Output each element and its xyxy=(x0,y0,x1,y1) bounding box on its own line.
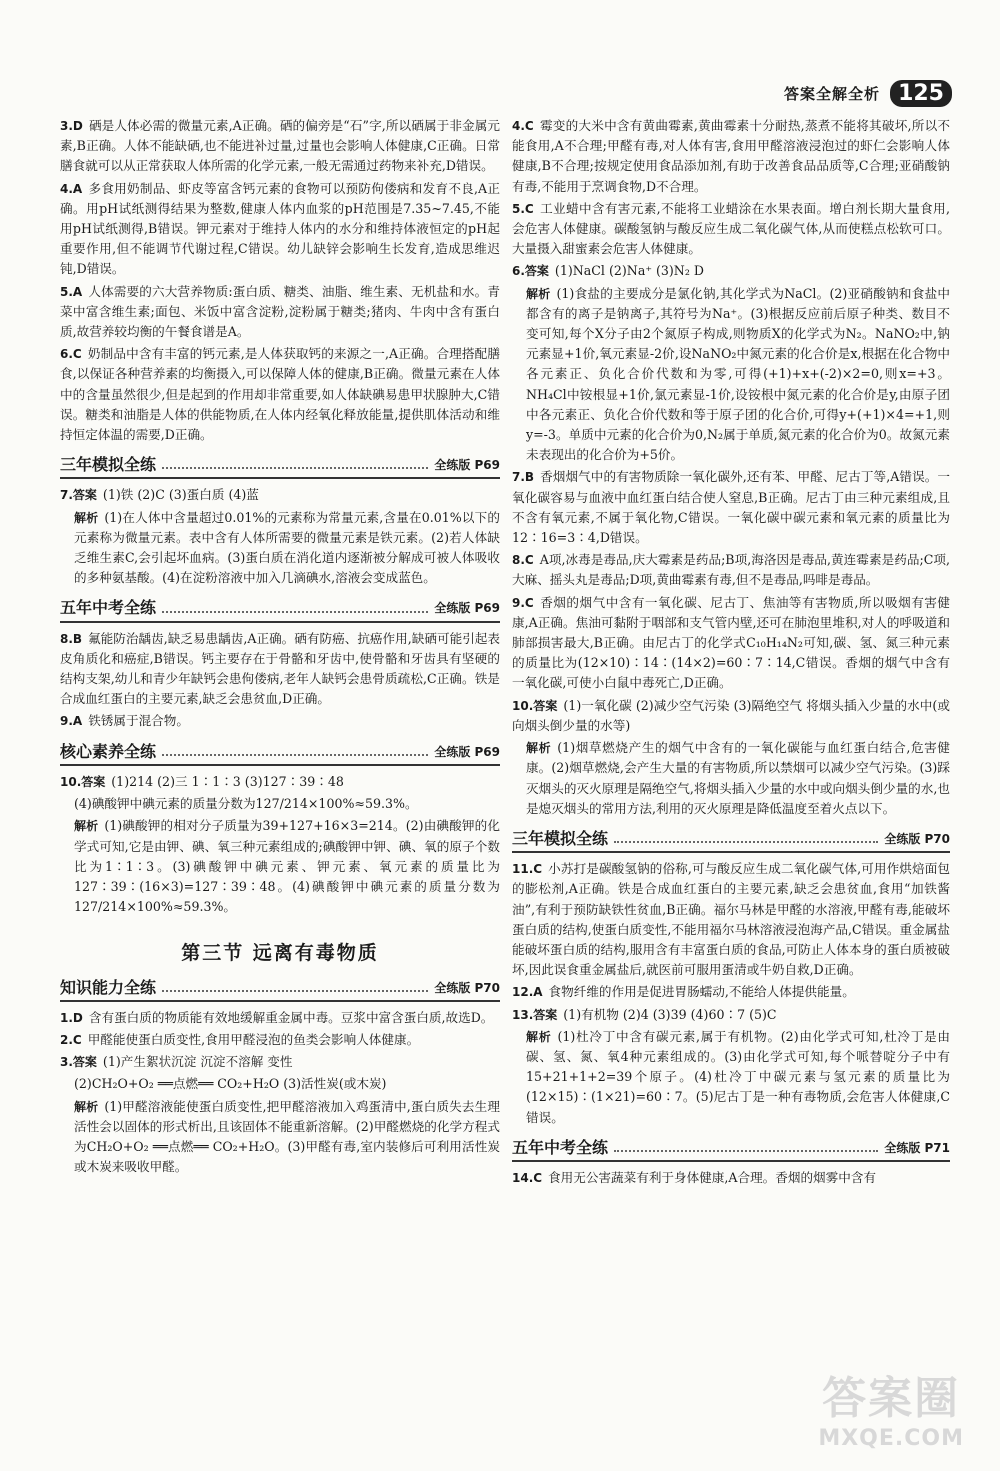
answer-text: A项,冰毒是毒品,庆大霉素是药品;B项,海洛因是毒品,黄连霉素是药品;C项,大麻、摇头丸是毒品;D项,黄曲霉素有毒,但不是毒品,吗啡是毒品。 xyxy=(512,552,950,588)
analysis xyxy=(526,1027,950,1128)
answer-entry xyxy=(60,116,500,177)
analysis xyxy=(74,1097,500,1178)
question-number: 4.A xyxy=(60,181,83,196)
answer-entry xyxy=(60,629,500,710)
question-number: 10.答案 xyxy=(512,698,558,713)
analysis-text: (1)食盐的主要成分是氯化钠,其化学式为NaCl。(2)亚硝酸钠和食盐中都含有的离子是钠离子,其符号为Na⁺。(3)根据反应前后原子种类、数目不变可知,每个X分子由2个氮原子构成,则物质X的化学式为N₂。NaNO₂中,钠元素显+1价,氧元素显-2价,设NaNO₂中氮元素的化合价是x,根据在化合物中各元素正、负化合价代数和为零,可得(+1)+x+(-2)×2=0,则x=+3。NH₄Cl中铵根显+1价,氯元素显-1价,设铵根中氮元素的化合价是y,由原子团中各元素正、负化合价代数和等于原子团的化合价,可得y+(+1)×4=+1,则y=-3。单质中元素的化合价为0,N₂属于单质,氮元素的化合价为0。故氮元素未表现出的化合价为+5价。 xyxy=(526,285,950,463)
answer-text: 铁锈属于混合物。 xyxy=(88,713,189,729)
answer-text: 多食用奶制品、虾皮等富含钙元素的食物可以预防佝偻病和发育不良,A正确。用pH试纸测得结果为整数,健康人体内血浆的pH范围是7.35~7.45,不能用pH试纸测得,B错误。钾元素对于维持人体内的水分和维持体液恒定的pH起重要作用,但不能调节代谢过程,C错误。幼儿缺锌会影响生长发育,造成思维迟钝,D错误。 xyxy=(60,180,500,277)
question-number: 9.C xyxy=(512,595,534,610)
answer-entry xyxy=(60,711,500,731)
answer-entry xyxy=(512,982,950,1002)
analysis-text: (1)甲醛溶液能使蛋白质变性,把甲醛溶液加入鸡蛋清中,蛋白质失去生理活性会以固体的形式析出,且该固体不能重新溶解。(2)甲醛燃烧的化学方程式为CH₂O+O₂ ══点燃══ CO₂+H₂O。(3)甲醛有毒,室内装修后可利用活性炭或木炭来吸收甲醛。 xyxy=(74,1098,500,1175)
answer-text: 奶制品中含有丰富的钙元素,是人体获取钙的来源之一,A正确。合理搭配膳食,以保证各种营养素的均衡摄入,可以保障人体的健康,B正确。微量元素在人体中的含量虽然很少,但是起到的作用却非常重要,如人体缺碘易患甲状腺肿大,C错误。糖类和油脂是人体的供能物质,在人体内经氧化释放能量,提供肌体活动和维持恒定体温的需要,D正确。 xyxy=(60,346,500,443)
section-header xyxy=(512,829,950,853)
question-number: 6.C xyxy=(60,347,82,362)
question-number: 9.A xyxy=(60,714,83,729)
chapter-title: 第三节 远离有毒物质 xyxy=(181,942,379,965)
answer-text: (1)铁 (2)C (3)蛋白质 (4)蓝 xyxy=(102,487,259,503)
answer-text: (1)一氧化碳 (2)减少空气污染 (3)隔绝空气 将烟头插入少量的水中(或向烟头倒少量的水等) xyxy=(512,697,950,733)
answer-text: 小苏打是碳酸氢钠的俗称,可与酸反应生成二氧化碳气体,可用作烘焙面包的膨松剂,A正确。铁是合成血红蛋白的主要元素,缺乏会患贫血,食用“加铁酱油”,有利于预防缺铁性贫血,B正确。福尔马林是甲醛的水溶液,甲醛有毒,能破坏蛋白质的结构,使蛋白质变性,不能用福尔马林溶液浸泡海产品,C错误。重金属盐能破坏蛋白质的结构,服用含有丰富蛋白质的食品,可防止人体本身的蛋白质被破坏,因此误食重金属盐后,就医前可服用蛋清或牛奶自救,D正确。 xyxy=(512,861,950,978)
answer-text: (1)有机物 (2)4 (3)39 (4)60∶7 (5)C xyxy=(563,1006,777,1022)
section-ref: 全练版 P71 xyxy=(884,1140,950,1155)
answer-text: 硒是人体必需的微量元素,A正确。硒的偏旁是“石”字,所以硒属于非金属元素,B正确。人体不能缺硒,也不能进补过量,过量也会影响人体健康,C正确。日常膳食就可以从正常获取人体所需的化学元素,一般无需通过药物来补充,D错误。 xyxy=(60,118,500,174)
analysis-tag: 解析 xyxy=(74,510,99,525)
analysis-tag: 解析 xyxy=(526,741,552,756)
question-number: 7.答案 xyxy=(60,488,97,503)
answer-entry xyxy=(512,1168,950,1188)
watermark-url: MXQE.COM xyxy=(818,1426,964,1451)
section-header xyxy=(512,1138,950,1162)
section-ref: 全练版 P70 xyxy=(434,980,500,995)
answer-entry xyxy=(512,199,950,260)
question-number: 6.答案 xyxy=(512,264,549,279)
answer-text: 香烟烟气中的有害物质除一氧化碳外,还有苯、甲醛、尼古丁等,A错误。一氧化碳容易与血液中血红蛋白结合使人窒息,B正确。尼古丁由三种元素组成,且不含有氧元素,不属于氧化物,C错误。一氧化碳中碳元素和氧元素的质量比为12∶16=3∶4,D错误。 xyxy=(512,469,950,546)
analysis-text: (1)碘酸钾的相对分子质量为39+127+16×3=214。(2)由碘酸钾的化学式可知,它是由钾、碘、氧三种元素组成的;碘酸钾中钾、碘、氧的原子个数比为1∶1∶3。(3)碘酸钾中碘元素、钾元素、氧元素的质量比为127∶39∶(16×3)=127∶39∶48。(4)碘酸钾中碘元素的质量分数为127/214×100%≈59.3%。 xyxy=(74,818,500,915)
analysis xyxy=(74,816,500,917)
question-number: 10.答案 xyxy=(60,774,106,789)
answer-entry xyxy=(60,179,500,280)
section-divider xyxy=(162,457,428,469)
answer-line: (4)碘酸钾中碘元素的质量分数为127/214×100%≈59.3%。 xyxy=(74,796,418,812)
answer-entry xyxy=(512,261,950,281)
answer-text: 人体需要的六大营养物质:蛋白质、糖类、油脂、维生素、无机盐和水。青菜中富含维生素;面包、米饭中富含淀粉,淀粉属于糖类;猪肉、牛肉中含有蛋白质,故营养较均衡的午餐食谱是A。 xyxy=(60,283,500,340)
answer-text: 霉变的大米中含有黄曲霉素,黄曲霉素十分耐热,蒸煮不能将其破坏,所以不能食用,A不合理;甲醛有毒,对人体有害,食用甲醛溶液浸泡过的虾仁会影响人体健康,B不合理;按规定使用食品添加剂,有助于改善食品品质等,C合理;亚硝酸钠有毒,不能用于烹调食物,D不合理。 xyxy=(512,118,950,194)
right-column xyxy=(512,116,950,1190)
analysis xyxy=(74,508,500,589)
section-title: 五年中考全练 xyxy=(512,1137,609,1157)
answer-text: (1)产生絮状沉淀 沉淀不溶解 变性 xyxy=(102,1054,293,1070)
section-header xyxy=(60,598,500,622)
question-number: 11.C xyxy=(512,862,543,877)
answer-line: (2)CH₂O+O₂ ══点燃══ CO₂+H₂O (3)活性炭(或木炭) xyxy=(74,1076,387,1092)
question-number: 8.C xyxy=(512,553,534,568)
analysis xyxy=(526,284,950,466)
answer-text: 氟能防治龋齿,缺乏易患龋齿,A正确。硒有防癌、抗癌作用,缺硒可能引起表皮角质化和癌症,B错误。钙主要存在于骨骼和牙齿中,使骨骼和牙齿具有坚硬的结构支架,幼儿和青少年缺钙会患佝偻病,老年人缺钙会患骨质疏松,C正确。铁是合成血红蛋白的主要元素,缺乏会患贫血,D正确。 xyxy=(60,630,500,707)
answer-entry xyxy=(60,1030,500,1050)
answer-entry xyxy=(512,696,950,736)
section-divider xyxy=(162,980,428,992)
question-number: 3.答案 xyxy=(60,1055,97,1070)
answer-entry xyxy=(512,467,950,548)
analysis-tag: 解析 xyxy=(74,819,99,834)
analysis-text: (1)杜冷丁中含有碳元素,属于有机物。(2)由化学式可知,杜冷丁是由碳、氢、氮、氧4种元素组成的。(3)由化学式可知,每个哌替啶分子中有15+21+1+2=39个原子。(4)杜冷丁中碳元素与氢元素的质量比为(12×15)∶(1×21)=60∶7。(5)尼古丁是一种有毒物质,会危害人体健康,C错误。 xyxy=(526,1028,950,1125)
header-title: 答案全解全析 xyxy=(784,85,881,103)
analysis-text: (1)在人体中含量超过0.01%的元素称为常量元素,含量在0.01%以下的元素称为微量元素。表中含有人体所需要的微量元素是铁元素。(2)若人体缺乏维生素C,会引起坏血病。(3)蛋白质在消化道内逐渐被分解成可被人体吸收的多种氨基酸。(4)在淀粉溶液中加入几滴碘水,溶液会变成蓝色。 xyxy=(74,509,500,586)
question-number: 4.C xyxy=(512,119,534,133)
section-ref: 全练版 P69 xyxy=(434,458,500,473)
answer-text: 香烟的烟气中含有一氧化碳、尼古丁、焦油等有害物质,所以吸烟有害健康,A正确。焦油可黏附于咽部和支气管内壁,还可在肺泡里堆积,对人的呼吸道和肺部损害最大,B正确。由尼古丁的化学式C₁₀H₁₄N₂可知,碳、氢、氮三种元素的质量比为(12×10)∶14∶(14×2)=60∶7∶14,C错误。香烟的烟气中含有一氧化碳,可使小白鼠中毒死亡,D正确。 xyxy=(512,594,950,691)
answer-text: (1)214 (2)三 1∶1∶3 (3)127∶39∶48 xyxy=(111,773,344,789)
section-title: 五年中考全练 xyxy=(60,598,157,618)
section-title: 知识能力全练 xyxy=(60,977,157,997)
answer-text: 工业蜡中含有害元素,不能将工业蜡涂在水果表面。增白剂长期大量食用,会危害人体健康。碳酸氢钠与酸反应生成二氧化碳气体,从而使糕点松软可口。大量摄入甜蜜素会危害人体健康。 xyxy=(512,200,950,257)
question-number: 13.答案 xyxy=(512,1007,558,1022)
question-number: 3.D xyxy=(60,119,83,133)
question-number: 8.B xyxy=(60,631,83,646)
section-ref: 全练版 P69 xyxy=(434,601,500,616)
question-number: 12.A xyxy=(512,985,543,1000)
page-header xyxy=(784,80,952,107)
question-number: 2.C xyxy=(60,1032,82,1047)
analysis-tag: 解析 xyxy=(74,1099,99,1114)
analysis-tag: 解析 xyxy=(526,1029,552,1044)
answer-entry xyxy=(512,550,950,590)
section-title: 核心素养全练 xyxy=(60,741,157,761)
page-number: 125 xyxy=(890,80,952,107)
question-number: 14.C xyxy=(512,1170,543,1185)
analysis-text: (1)烟草燃烧产生的烟气中含有的一氧化碳能与血红蛋白结合,危害健康。(2)烟草燃烧,会产生大量的有害物质,所以禁烟可以减少空气污染。(3)踩灭烟头的灭火原理是隔绝空气,将烟头插入少量的水中或向烟头倒少量的水,也是熄灭烟头的常用方法,利用的灭火原理是降低温度至着火点以下。 xyxy=(526,740,950,816)
section-header xyxy=(60,455,500,479)
answer-entry xyxy=(60,344,500,445)
answer-entry xyxy=(512,593,950,694)
section-divider xyxy=(614,1140,878,1152)
answer-entry xyxy=(60,282,500,343)
section-header xyxy=(60,742,500,766)
section-divider xyxy=(162,744,428,756)
section-header xyxy=(60,978,500,1002)
answer-entry xyxy=(512,859,950,980)
section-ref: 全练版 P70 xyxy=(884,831,950,846)
answer-text: (1)NaCl (2)Na⁺ (3)N₂ D xyxy=(554,263,704,279)
answer-text: 甲醛能使蛋白质变性,食用甲醛浸泡的鱼类会影响人体健康。 xyxy=(87,1031,420,1047)
analysis xyxy=(526,738,950,819)
left-column xyxy=(60,116,500,1179)
answer-entry xyxy=(60,1052,500,1072)
watermark-logo: 答案圈 xyxy=(822,1373,961,1424)
analysis-tag: 解析 xyxy=(526,286,551,301)
section-divider xyxy=(162,601,428,613)
answer-text: 含有蛋白质的物质能有效地缓解重金属中毒。豆浆中富含蛋白质,故选D。 xyxy=(88,1009,494,1025)
answer-entry xyxy=(60,772,500,792)
section-divider xyxy=(614,831,878,843)
answer-entry xyxy=(60,485,500,505)
answer-entry xyxy=(512,1005,950,1025)
answer-entry xyxy=(512,116,950,197)
section-title: 三年模拟全练 xyxy=(60,455,157,475)
answer-entry xyxy=(60,1008,500,1028)
question-number: 5.C xyxy=(512,201,534,216)
answer-text: 食用无公害蔬菜有利于身体健康,A合理。香烟的烟雾中含有 xyxy=(548,1169,877,1185)
question-number: 7.B xyxy=(512,470,535,485)
answer-text: 食物纤维的作用是促进胃肠蠕动,不能给人体提供能量。 xyxy=(548,984,855,1000)
question-number: 1.D xyxy=(60,1010,83,1025)
section-ref: 全练版 P69 xyxy=(434,744,500,759)
watermark xyxy=(818,1362,964,1451)
question-number: 5.A xyxy=(60,284,83,299)
section-title: 三年模拟全练 xyxy=(512,828,609,848)
